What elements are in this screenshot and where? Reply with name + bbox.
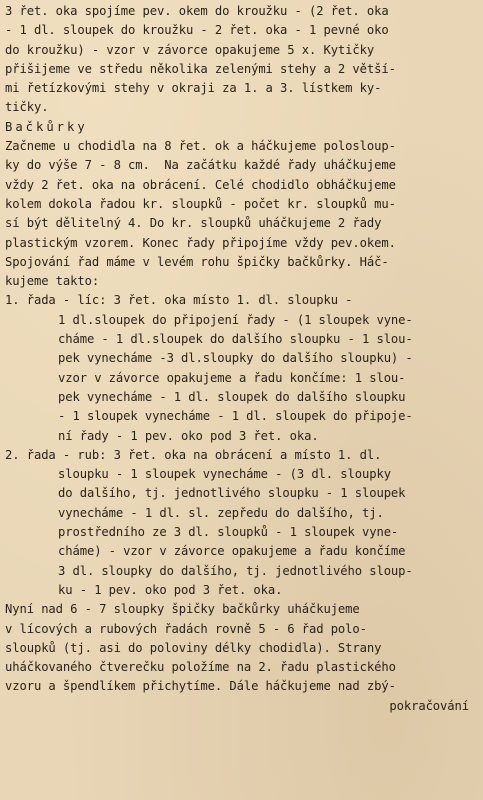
text-line: Spojování řad máme v levém rohu špičky bačkůrky. Háč- <box>5 254 389 269</box>
text-line: sloupků (tj. asi do poloviny délky chodidla). Strany <box>5 640 382 655</box>
text-line: vynecháme - 1 dl. sl. zepředu do dalšího, tj. <box>58 505 384 520</box>
text-line: Nyní nad 6 - 7 sloupky špičky bačkůrky uháčkujeme <box>5 602 360 617</box>
text-line: 2. řada - rub: 3 řet. oka na obrácení a místo 1. dl. <box>5 447 382 462</box>
text-line: 3 řet. oka spojíme pev. okem do kroužku - (2 řet. oka <box>5 4 389 18</box>
section-heading: Bačkůrky <box>5 119 88 134</box>
text-line: vždy 2 řet. oka na obrácení. Celé chodidlo obháčkujeme <box>5 177 396 192</box>
text-line: do dalšího, tj. jednotlivého sloupku - 1 sloupek <box>58 486 406 501</box>
text-line: sloupku - 1 sloupek vynecháme - (3 dl. sloupky <box>58 467 391 482</box>
text-line: prostředního ze 3 dl. sloupků - 1 sloupek vyne- <box>58 525 399 540</box>
text-line: pek vynecháme -3 dl.sloupky do dalšího sloupku) - <box>58 351 413 366</box>
text-line: do kroužku) - vzor v závorce opakujeme 5 x. Kytičky <box>5 42 375 57</box>
text-line: tičky. <box>5 100 49 115</box>
text-line: v lícových a rubových řadách rovně 5 - 6 řad polo- <box>5 621 367 636</box>
text-line: - 1 dl. sloupek do kroužku - 2 řet. oka - 1 pevné oko <box>5 23 389 38</box>
text-line: 3 dl. sloupky do dalšího, tj. jednotlivého sloup- <box>58 563 413 578</box>
text-line: přišijeme ve středu několika zelenými stehy a 2 větší- <box>5 61 396 76</box>
text-line: cháme) - vzor v závorce opakujeme a řadu končíme <box>58 544 406 559</box>
text-line: pek vynecháme - 1 dl. sloupek do dalšího sloupku <box>58 389 406 404</box>
text-line: vzor v závorce opakujeme a řadu končíme: 1 slou- <box>58 370 406 385</box>
text-line: ní řady - 1 pev. oko pod 3 řet. oka. <box>58 428 319 443</box>
text-line: ky do výše 7 - 8 cm. Na začátku každé řady uháčkujeme <box>5 158 396 173</box>
text-line: - 1 sloupek vynecháme - 1 dl. sloupek do připoje- <box>58 409 413 424</box>
text-line: 1 dl.sloupek do připojení řady - (1 sloupek vyne- <box>58 312 413 327</box>
text-line: kolem dokola řadou kr. sloupků - počet kr. sloupků mu- <box>5 196 396 211</box>
text-line: ku - 1 pev. oko pod 3 řet. oka. <box>58 582 283 597</box>
text-line: vzoru a špendlíkem přichytíme. Dále háčkujeme nad zbý- <box>5 679 396 694</box>
text-line: 1. řada - líc: 3 řet. oka místo 1. dl. sloupku - <box>5 293 353 308</box>
text-line: mi řetízkovými stehy v okraji za 1. a 3. lístkem ky- <box>5 81 382 96</box>
document-body <box>5 2 479 697</box>
text-line: plastickým vzorem. Konec řady připojíme vždy pev.okem. <box>5 235 396 250</box>
text-line: uháčkovaného čtverečku položíme na 2. řadu plastického <box>5 660 396 675</box>
text-line: sí být dělitelný 4. Do kr. sloupků uháčkujeme 2 řady <box>5 216 382 231</box>
text-line: kujeme takto: <box>5 274 100 289</box>
text-line: cháme - 1 dl.sloupek do dalšího sloupku - 1 slou- <box>58 332 413 347</box>
continuation-note: pokračování <box>389 698 469 713</box>
text-line: Začneme u chodidla na 8 řet. ok a háčkujeme polosloup- <box>5 139 396 154</box>
